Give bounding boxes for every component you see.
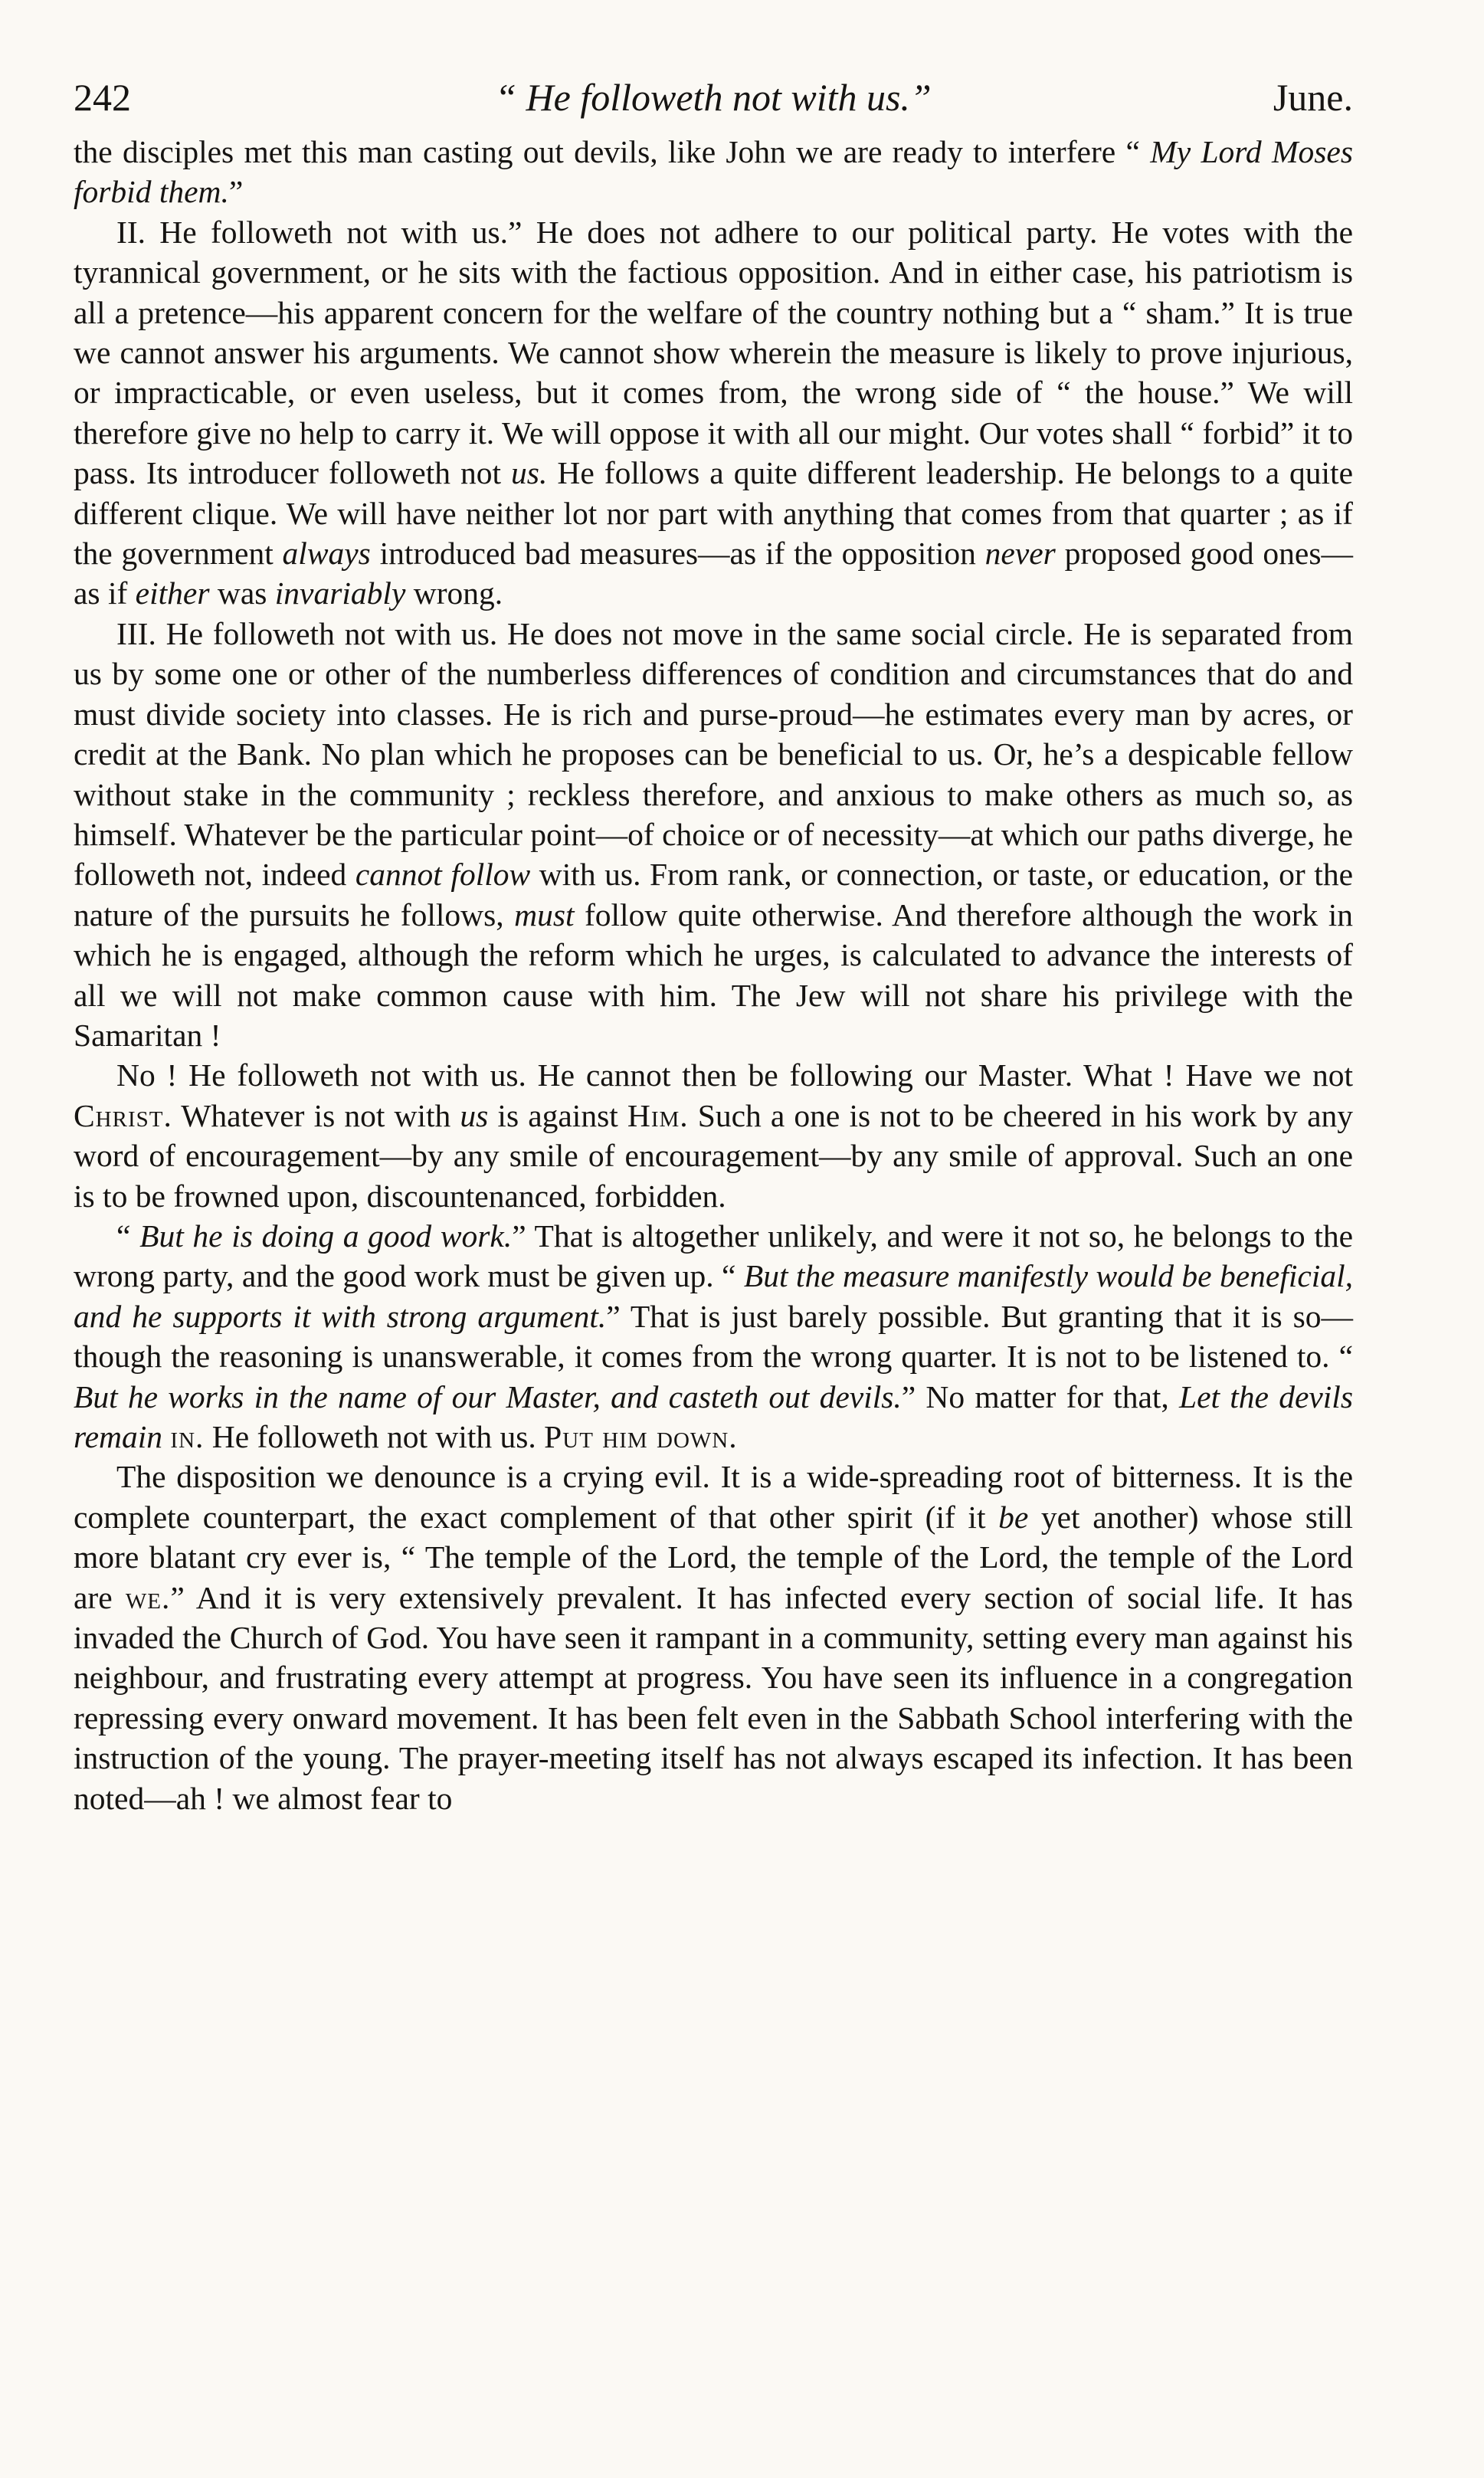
text-run: invariably bbox=[274, 575, 406, 611]
running-month: June. bbox=[1273, 76, 1353, 119]
text-run: Let the devils remain bbox=[74, 1378, 1353, 1454]
body-text bbox=[74, 132, 1353, 1818]
text-run: is against bbox=[488, 1097, 627, 1133]
paragraph bbox=[74, 1457, 1353, 1818]
text-run bbox=[162, 1419, 170, 1454]
text-run: Put him down. bbox=[544, 1419, 738, 1454]
text-run: ” And it is very extensively prevalent. It has infected every section of social life. It has invaded the Church of God. You have seen it rampant in a community, setting every man against his neighbour, and frustrating every attempt at progress. You have seen its influence in a congregation repressing every onward movement. It has been felt even in the Sabbath School interfering with the instruction of the young. The prayer-meeting itself has not always escaped its infection. It has been noted—ah ! we almost fear to bbox=[74, 1579, 1353, 1816]
text-run: proposed good ones—as if bbox=[74, 536, 1353, 611]
text-run: The disposition we denounce is a crying evil. It is a wide-spreading root of bitterness. It is the complete counterpart, the exact complement of that other spirit (if it bbox=[74, 1459, 1353, 1535]
text-run: “ bbox=[116, 1218, 140, 1254]
text-run: with us. From rank, or connection, or taste, or education, or the nature of the pursuits he follows, bbox=[74, 857, 1353, 933]
paragraph bbox=[74, 1055, 1353, 1216]
text-run: He followeth not with us. bbox=[204, 1419, 545, 1454]
text-run: Such a one is not to be cheered in his work by any word of encouragement—by any smile of encouragement—by any smile of approval. Such an one is to be frowned upon, discountenanced, forbidden. bbox=[74, 1097, 1353, 1214]
text-run: introduced bad measures—as if the opposition bbox=[370, 536, 985, 572]
paragraph bbox=[74, 132, 1353, 212]
text-run: in. bbox=[170, 1419, 205, 1454]
text-run: us. bbox=[511, 455, 548, 491]
text-run: either bbox=[135, 575, 210, 611]
text-run: never bbox=[984, 536, 1056, 572]
text-run: we. bbox=[125, 1579, 171, 1615]
text-run: was bbox=[209, 575, 275, 611]
text-run: Whatever is not with bbox=[172, 1097, 460, 1133]
paragraph bbox=[74, 1216, 1353, 1457]
text-run: Him. bbox=[627, 1097, 689, 1133]
text-run: ” bbox=[228, 174, 244, 210]
text-run: ” No matter for that, bbox=[901, 1378, 1180, 1414]
text-run: He follows a quite different leadership. He belongs to a quite different clique. We will have neither lot nor part with anything that comes from that quarter ; as if the government bbox=[74, 455, 1353, 572]
text-run: But he is doing a good work. bbox=[139, 1218, 513, 1254]
text-run: yet another) whose still more blatant cry ever is, “ The temple of the Lord, the temple of the Lord, the temple of the Lord are bbox=[74, 1499, 1353, 1615]
text-run: wrong. bbox=[405, 575, 503, 611]
text-run: ” That is just barely possible. But granting that it is so—though the reasoning is unanswerable, it comes from the wrong quarter. It is not to be listened to. “ bbox=[74, 1298, 1353, 1375]
running-title: “ He followeth not with us.” bbox=[495, 76, 932, 119]
text-run: us bbox=[460, 1097, 489, 1133]
text-run: follow quite otherwise. And therefore although the work in which he is engaged, although the reform which he urges, is calculated to advance the interests of all we will not make common cause with him. The Jew will not share his privilege with the Samaritan ! bbox=[74, 896, 1353, 1053]
text-run: cannot follow bbox=[355, 857, 531, 893]
text-run: III. He followeth not with us. He does not move in the same social circle. He is separated from us by some one or other of the numberless differences of condition and circumstances that do and must divide society into classes. He is rich and purse-proud—he estimates every man by acres, or credit at the Bank. No plan which he proposes can be beneficial to us. Or, he’s a despicable fellow without stake in the community ; reckless therefore, and anxious to make others as much so, as himself. Whatever be the particular point—of choice or of necessity—at which our paths diverge, he followeth not, indeed bbox=[74, 615, 1353, 893]
text-run: But the measure manifestly would be beneficial, and he supports it with strong argument. bbox=[74, 1258, 1353, 1334]
paragraph bbox=[74, 614, 1353, 1055]
text-run: My Lord Moses forbid them. bbox=[74, 134, 1353, 210]
text-run: II. He followeth not with us.” He does not adhere to our political party. He votes with the tyrannical government, or he sits with the factious opposition. And in either case, his patriotism is all a pretence—his apparent concern for the welfare of the country nothing but a “ sham.” It is true we cannot answer his arguments. We cannot show wherein the measure is likely to prove injurious, or impracticable, or even useless, but it comes from, the wrong side of “ the house.” We will therefore give no help to carry it. We will oppose it with all our might. Our votes shall “ forbid” it to pass. Its introducer followeth not bbox=[74, 214, 1353, 491]
running-head bbox=[74, 67, 1353, 127]
page-number: 242 bbox=[74, 76, 131, 119]
text-run: ” That is altogether unlikely, and were it not so, he belongs to the wrong party, and the good work must be given up. “ bbox=[74, 1218, 1354, 1294]
paragraph bbox=[74, 212, 1353, 614]
text-run: Christ. bbox=[74, 1097, 172, 1133]
text-run: always bbox=[282, 536, 371, 572]
page bbox=[74, 67, 1353, 2420]
text-run: No ! He followeth not with us. He cannot then be following our Master. What ! Have we not bbox=[116, 1057, 1353, 1093]
text-run: must bbox=[514, 896, 575, 933]
text-run: be bbox=[998, 1499, 1029, 1535]
text-run: the disciples met this man casting out devils, like John we are ready to interfere “ bbox=[74, 134, 1151, 169]
text-run: But he works in the name of our Master, and casteth out devils. bbox=[74, 1378, 902, 1414]
